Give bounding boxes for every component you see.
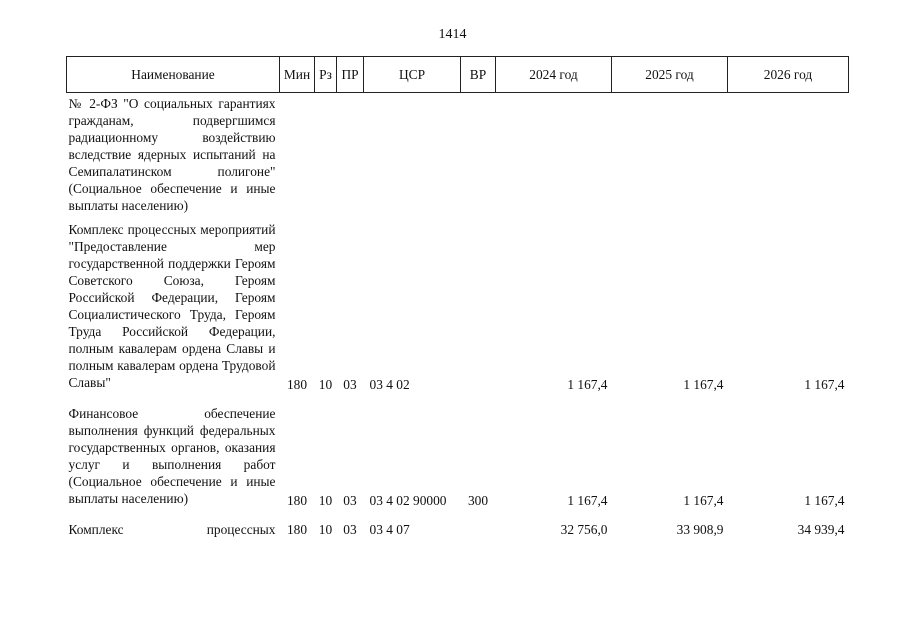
header-rz: Рз	[315, 57, 337, 93]
table-row	[67, 393, 849, 509]
header-csr: ЦСР	[364, 57, 461, 93]
row-name: № 2-ФЗ "О социальных гарантиях гражданам, подвергшимся радиационному воздействию вследствие ядерных испытаний на Семипалатинском полигоне" (Социальное обеспечение и иные выплаты населению)	[68, 96, 276, 213]
row-2024: 1 167,4	[567, 377, 608, 392]
row-pr	[337, 93, 364, 219]
row-2025: 1 167,4	[683, 377, 724, 392]
row-name: Комплекс процессных мероприятий "Предоставление мер государственной поддержки Героям Советского Союза, Героям Российской Федерации, Героям Социалистического Труда, Героям Труда Российской Федерации, полным кавалерам ордена Славы и полным кавалерам ордена Трудовой Славы"	[68, 222, 276, 390]
row-rz: 10	[318, 522, 333, 537]
header-name: Наименование	[67, 57, 280, 93]
row-2026: 1 167,4	[804, 493, 845, 508]
row-vr	[461, 218, 496, 393]
row-rz: 10	[318, 377, 333, 392]
row-rz: 10	[318, 493, 333, 508]
row-pr: 03	[343, 522, 357, 537]
row-min	[280, 93, 315, 219]
table-row	[67, 509, 849, 538]
row-rz	[315, 93, 337, 219]
row-2024: 32 756,0	[560, 522, 608, 537]
header-min: Мин	[280, 57, 315, 93]
row-2026: 1 167,4	[804, 377, 845, 392]
row-vr: 300	[467, 493, 489, 508]
row-2025: 33 908,9	[676, 522, 724, 537]
row-pr: 03	[343, 493, 357, 508]
header-2026: 2026 год	[728, 57, 849, 93]
header-vr: ВР	[461, 57, 496, 93]
row-pr: 03	[343, 377, 357, 392]
row-vr	[461, 509, 496, 538]
row-csr: 03 4 02	[369, 377, 410, 392]
row-csr	[364, 93, 461, 219]
row-name: Финансовое обеспечение выполнения функций федеральных государственных органов, оказания услуг и выполнения работ (Социальное обеспечение и иные выплаты населению)	[68, 406, 276, 506]
table-row	[67, 218, 849, 393]
row-vr	[461, 93, 496, 219]
row-2024	[496, 93, 612, 219]
row-name: Комплекс процессных	[68, 522, 276, 537]
header-2024: 2024 год	[496, 57, 612, 93]
table-row	[67, 93, 849, 219]
header-pr: ПР	[337, 57, 364, 93]
budget-table	[66, 56, 849, 538]
row-min: 180	[286, 493, 308, 508]
header-2025: 2025 год	[612, 57, 728, 93]
row-2025: 1 167,4	[683, 493, 724, 508]
row-2025	[612, 93, 728, 219]
row-min: 180	[286, 522, 308, 537]
row-2026	[728, 93, 849, 219]
table-header-row	[67, 57, 849, 93]
page-number: 1414	[438, 27, 467, 42]
row-2024: 1 167,4	[567, 493, 608, 508]
row-csr: 03 4 02 90000	[369, 493, 447, 508]
row-2026: 34 939,4	[797, 522, 845, 537]
row-csr: 03 4 07	[369, 522, 410, 537]
row-min: 180	[286, 377, 308, 392]
